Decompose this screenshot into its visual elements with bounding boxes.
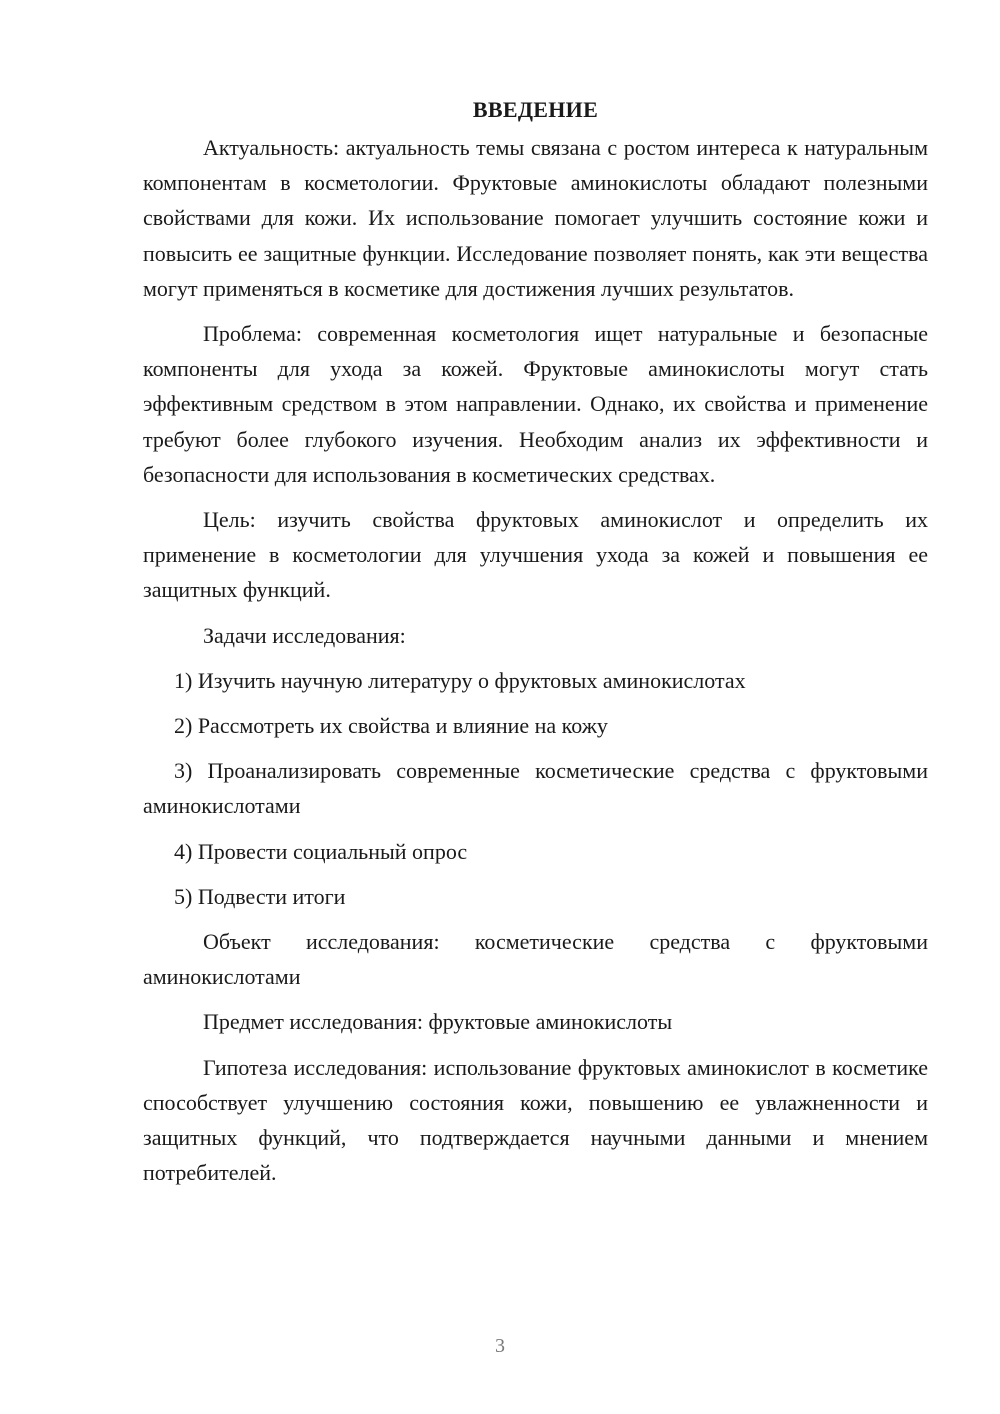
relevance-paragraph: Актуальность: актуальность темы связана с ростом интереса к натуральным компонентам в косметологии. Фруктовые аминокислоты обладают полезными свойствами для кожи. Их использование помогает улучшить состояние кожи и повысить ее защитные функции. Исследование позволяет понять, как эти вещества могут применяться в косметике для достижения лучших результатов. bbox=[143, 135, 928, 301]
problem-paragraph: Проблема: современная косметология ищет натуральные и безопасные компоненты для ухода за кожей. Фруктовые аминокислоты могут стать эффективным средством в этом направлении. Однако, их свойства и применение требуют более глубокого изучения. Необходим анализ их эффективности и безопасности для использования в косметических средствах. bbox=[143, 321, 928, 487]
task-item: 5) Подвести итоги bbox=[174, 883, 346, 909]
task-item: 2) Рассмотреть их свойства и влияние на кожу bbox=[174, 713, 608, 739]
task-item: 4) Провести социальный опрос bbox=[174, 838, 468, 864]
document-page bbox=[143, 92, 928, 1200]
page-title: ВВЕДЕНИЕ bbox=[472, 97, 599, 122]
task-item: 3) Проанализировать современные косметические средства с фруктовыми аминокислотами bbox=[143, 758, 928, 819]
hypothesis-paragraph: Гипотеза исследования: использование фруктовых аминокислот в косметике способствует улучшению состояния кожи, повышению ее увлажненности и защитных функций, что подтверждается научными данными и мнением потребителей. bbox=[143, 1054, 928, 1186]
subject-paragraph: Предмет исследования: фруктовые аминокислоты bbox=[203, 1009, 673, 1035]
object-paragraph: Объект исследования: косметические средства с фруктовыми аминокислотами bbox=[143, 929, 928, 990]
page-number: 3 bbox=[495, 1335, 505, 1357]
tasks-heading: Задачи исследования: bbox=[203, 622, 406, 648]
goal-paragraph: Цель: изучить свойства фруктовых аминокислот и определить их применение в косметологии для улучшения ухода за кожей и повышения ее защитных функций. bbox=[143, 507, 928, 603]
task-item: 1) Изучить научную литературу о фруктовых аминокислотах bbox=[174, 667, 746, 693]
